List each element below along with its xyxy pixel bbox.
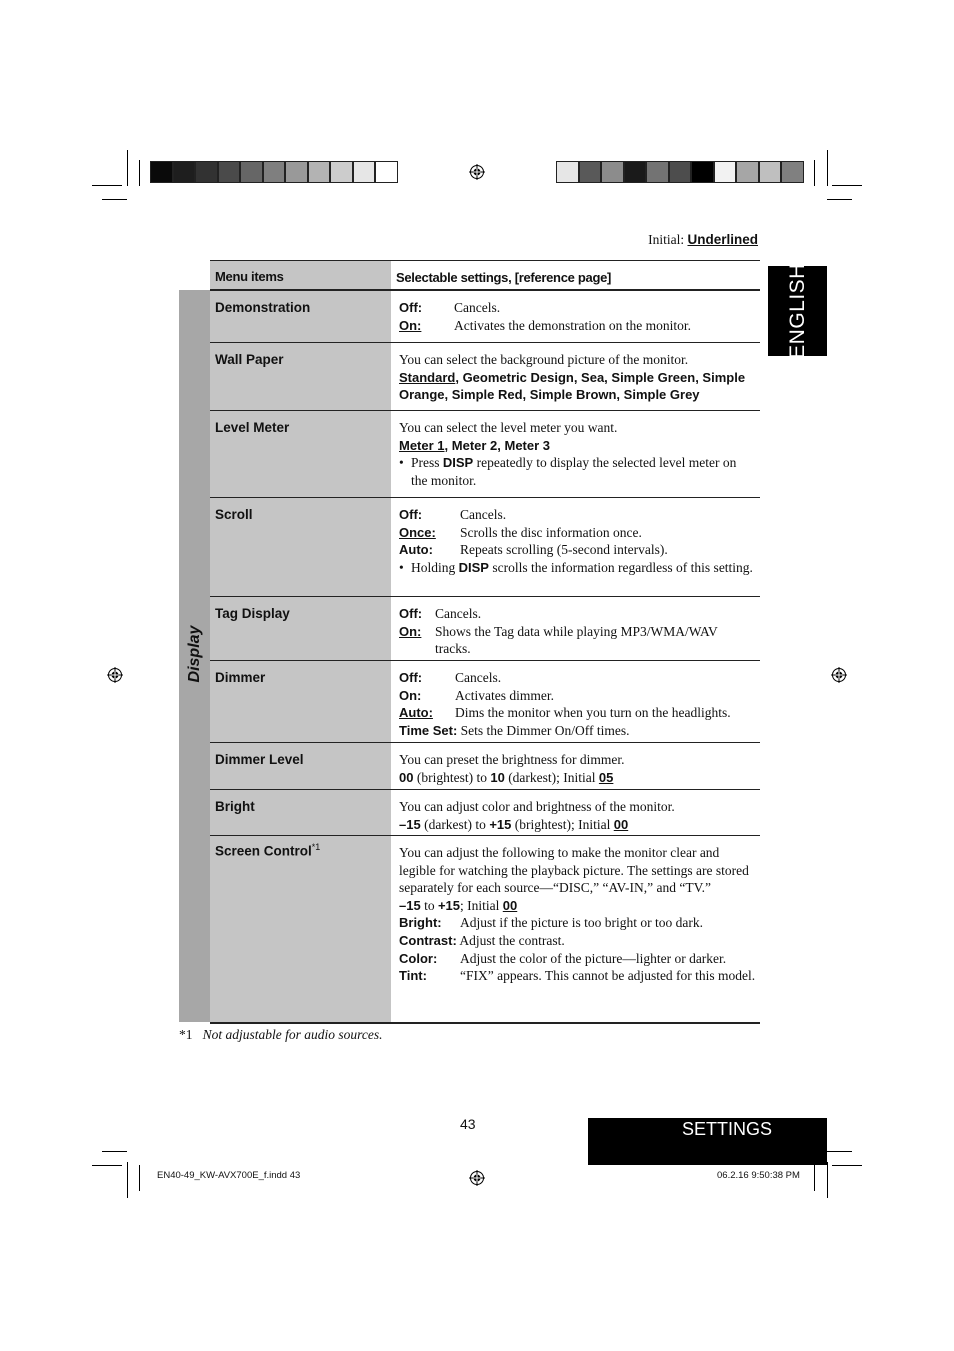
table-row-wall-paper bbox=[210, 343, 760, 411]
header-selectable-settings: Selectable settings, [reference page] bbox=[396, 270, 612, 285]
footnote-text: Not adjustable for audio sources. bbox=[202, 1027, 383, 1042]
menu-item-name: Dimmer bbox=[210, 661, 391, 742]
table-row-tag-display bbox=[210, 597, 760, 661]
section-bar bbox=[179, 290, 210, 1022]
color-swatch bbox=[624, 161, 647, 183]
menu-item-name: Wall Paper bbox=[210, 343, 391, 410]
section-label: Display bbox=[185, 625, 203, 683]
menu-item-settings: Off: Cancels. On: Activates dimmer. Auto: Dims the monitor when you turn on the headlights. Time Set: Sets the Dimmer On/Off times. bbox=[399, 670, 731, 738]
menu-item-name: Bright bbox=[210, 790, 391, 835]
menu-item-settings: You can adjust the following to make the monitor clear and legible for watching the playback picture. The settings are stored separately for each source—“DISC,” “AV-IN,” and “TV.” –15 to +15; Initial 00 Bright: Adjust if the picture is too bright or too dark. Contrast: Adjust the contrast. Color: Adjust the color of the picture—lighter or darker. Tint: “FIX” appears. This cannot be adjusted for this model. bbox=[399, 845, 756, 984]
section-tab-label: SETTINGS bbox=[682, 1119, 773, 1139]
settings-table bbox=[210, 260, 760, 1024]
color-swatch bbox=[240, 161, 263, 183]
table-row-screen-control bbox=[210, 836, 760, 1024]
menu-item-name: Dimmer Level bbox=[210, 743, 391, 789]
initial-value: Underlined bbox=[687, 232, 758, 247]
table-row-demonstration bbox=[210, 291, 760, 343]
menu-item-name: Screen Control$^{*1}$ bbox=[210, 836, 391, 1022]
header-menu-items: Menu items bbox=[210, 261, 391, 289]
color-swatch bbox=[646, 161, 669, 183]
footnote: *1 Not adjustable for audio sources. bbox=[179, 1027, 383, 1042]
menu-item-settings: You can adjust color and brightness of the monitor. –15 (darkest) to +15 (brightest); Initial 00 bbox=[399, 799, 675, 832]
slug-file: EN40-49_KW-AVX700E_f.indd 43 bbox=[157, 1170, 301, 1181]
table-row-dimmer bbox=[210, 661, 760, 743]
color-swatch bbox=[781, 161, 804, 183]
color-swatch bbox=[173, 161, 196, 183]
color-swatch bbox=[285, 161, 308, 183]
color-swatch bbox=[714, 161, 737, 183]
menu-item-settings: You can preset the brightness for dimmer. 00 (brightest) to 10 (darkest); Initial 05 bbox=[399, 752, 625, 785]
color-swatch bbox=[375, 161, 398, 183]
menu-item-name: Demonstration bbox=[210, 291, 391, 342]
color-swatch bbox=[308, 161, 331, 183]
table-row-dimmer-level bbox=[210, 743, 760, 790]
table-row-level-meter bbox=[210, 411, 760, 498]
registration-mark-icon bbox=[107, 667, 123, 683]
registration-mark-icon bbox=[469, 1170, 485, 1186]
slug-date: 06.2.16 9:50:38 PM bbox=[717, 1170, 800, 1181]
language-tab bbox=[768, 263, 827, 359]
color-swatch bbox=[330, 161, 353, 183]
menu-item-settings: Off: Cancels. On: Shows the Tag data while playing MP3/WMA/WAV tracks. bbox=[399, 606, 718, 657]
color-swatch bbox=[150, 161, 173, 183]
color-swatch bbox=[579, 161, 602, 183]
color-swatch bbox=[263, 161, 286, 183]
menu-item-settings: You can select the background picture of the monitor. Standard, Geometric Design, Sea, Simple Green, Simple Orange, Simple Red, Simple Brown, Simple Grey bbox=[399, 352, 746, 403]
menu-item-settings: Off: Cancels. On: Activates the demonstration on the monitor. bbox=[399, 300, 691, 333]
color-swatch bbox=[691, 161, 714, 183]
menu-item-name: Level Meter bbox=[210, 411, 391, 497]
page-number: 43 bbox=[460, 1116, 476, 1132]
section-tab bbox=[588, 1118, 827, 1165]
initial-legend bbox=[648, 232, 758, 248]
table-row-bright bbox=[210, 790, 760, 836]
color-swatch bbox=[601, 161, 624, 183]
color-swatch bbox=[759, 161, 782, 183]
table-header bbox=[210, 260, 760, 291]
language-tab-label: ENGLISH bbox=[785, 263, 809, 359]
table-row-scroll bbox=[210, 498, 760, 597]
color-swatch bbox=[669, 161, 692, 183]
color-swatch bbox=[736, 161, 759, 183]
initial-label: Initial: bbox=[648, 232, 685, 247]
registration-mark-icon bbox=[831, 667, 847, 683]
menu-item-settings: Off: Cancels. Once: Scrolls the disc information once. Auto: Repeats scrolling (5-second intervals). • Holding DISP scrolls the information regardless of this setting. bbox=[399, 507, 753, 575]
color-swatch bbox=[556, 161, 579, 183]
color-swatch bbox=[218, 161, 241, 183]
menu-item-name: Tag Display bbox=[210, 597, 391, 660]
registration-mark-icon bbox=[469, 164, 485, 180]
menu-item-name: Scroll bbox=[210, 498, 391, 596]
color-swatch bbox=[353, 161, 376, 183]
color-swatch bbox=[195, 161, 218, 183]
menu-item-settings: You can select the level meter you want. Meter 1, Meter 2, Meter 3 • Press DISP repeatedly to display the selected level meter on the monitor. bbox=[399, 420, 737, 488]
